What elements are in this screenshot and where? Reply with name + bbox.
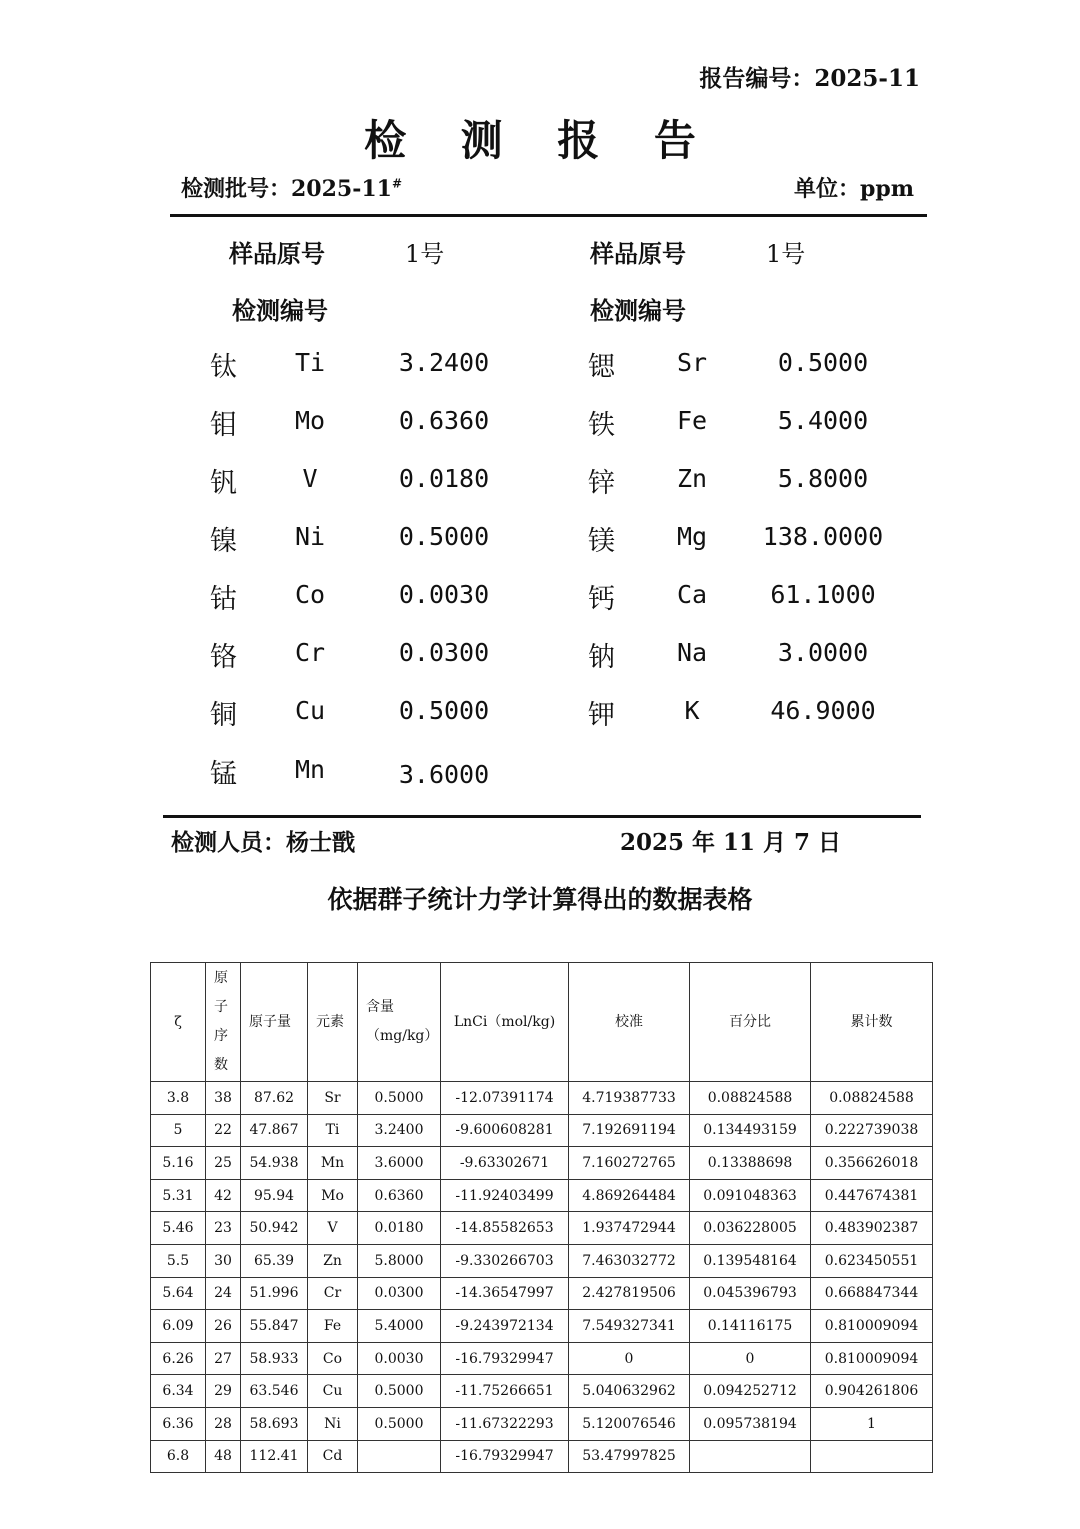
element-name-left: 钛	[210, 352, 237, 383]
table-cell-content: 0.6360	[358, 1179, 441, 1212]
table-cell-element: Co	[308, 1342, 358, 1375]
table-cell-percentage: 0.134493159	[690, 1114, 811, 1147]
element-name-left: 铜	[210, 700, 237, 731]
table-row	[151, 1244, 933, 1277]
table-row	[151, 1342, 933, 1375]
element-name-right: 铁	[588, 410, 615, 441]
table-cell-content: 5.8000	[358, 1244, 441, 1277]
table-cell-atomic-number: 26	[206, 1310, 241, 1343]
unit-label: 单位：ppm	[793, 176, 914, 202]
table-cell-content: 0.0300	[358, 1277, 441, 1310]
element-value-right: 138.0000	[762, 522, 884, 551]
table-cell-calibration: 7.463032772	[569, 1244, 690, 1277]
element-symbol-left: V	[302, 464, 318, 493]
element-name-left: 钼	[210, 410, 237, 441]
table-cell-content	[358, 1440, 441, 1473]
table-cell-cumulative: 0.668847344	[811, 1277, 933, 1310]
table-row	[151, 1114, 933, 1147]
table-cell-atomic-weight: 55.847	[241, 1310, 308, 1343]
table-row	[151, 1407, 933, 1440]
table-cell-percentage	[690, 1440, 811, 1473]
table-cell-atomic-weight: 63.546	[241, 1375, 308, 1408]
table-cell-element: Ti	[308, 1114, 358, 1147]
table-cell-calibration: 0	[569, 1342, 690, 1375]
table-cell-zeta: 5.31	[151, 1179, 206, 1212]
header-element: 元素	[308, 963, 358, 1082]
table-cell-element: Cr	[308, 1277, 358, 1310]
table-cell-cumulative	[811, 1440, 933, 1473]
table-cell-calibration: 7.549327341	[569, 1310, 690, 1343]
table-cell-calibration: 2.427819506	[569, 1277, 690, 1310]
table-cell-atomic-weight: 50.942	[241, 1212, 308, 1245]
table-cell-zeta: 5.64	[151, 1277, 206, 1310]
table-cell-calibration: 53.47997825	[569, 1440, 690, 1473]
table-cell-lnci: -9.600608281	[441, 1114, 569, 1147]
table-cell-content: 0.5000	[358, 1375, 441, 1408]
table-cell-calibration: 1.937472944	[569, 1212, 690, 1245]
table-cell-percentage: 0.08824588	[690, 1082, 811, 1115]
element-name-right: 锶	[588, 352, 615, 383]
table-cell-atomic-number: 38	[206, 1082, 241, 1115]
table-cell-calibration: 4.869264484	[569, 1179, 690, 1212]
table-row	[151, 1212, 933, 1245]
table-cell-atomic-weight: 112.41	[241, 1440, 308, 1473]
table-cell-atomic-number: 28	[206, 1407, 241, 1440]
element-symbol-right: Sr	[676, 348, 708, 377]
element-symbol-right: Zn	[676, 464, 708, 493]
table-cell-atomic-number: 42	[206, 1179, 241, 1212]
sample-label-right: 样品原号	[590, 239, 686, 268]
header-lnci: LnCi（mol/kg)	[441, 963, 569, 1082]
element-symbol-left: Co	[294, 580, 326, 609]
sample-label-left: 样品原号	[229, 239, 325, 268]
table-cell-percentage: 0.045396793	[690, 1277, 811, 1310]
table-row	[151, 1179, 933, 1212]
table-cell-percentage: 0.13388698	[690, 1147, 811, 1180]
table-cell-zeta: 6.8	[151, 1440, 206, 1473]
element-symbol-right: K	[684, 696, 700, 725]
table-cell-calibration: 7.160272765	[569, 1147, 690, 1180]
element-name-left: 锰	[210, 759, 237, 790]
element-name-right: 镁	[588, 526, 615, 557]
element-name-left: 钴	[210, 584, 237, 615]
table-row	[151, 1440, 933, 1473]
table-cell-atomic-weight: 54.938	[241, 1147, 308, 1180]
table-cell-atomic-number: 23	[206, 1212, 241, 1245]
table-cell-lnci: -14.85582653	[441, 1212, 569, 1245]
table-cell-element: Mo	[308, 1179, 358, 1212]
element-symbol-left: Mn	[294, 755, 326, 784]
table-cell-percentage: 0.139548164	[690, 1244, 811, 1277]
table-cell-percentage: 0.094252712	[690, 1375, 811, 1408]
table-cell-atomic-number: 25	[206, 1147, 241, 1180]
header-zeta: ζ	[151, 963, 206, 1082]
inspector: 检测人员：杨士戬	[171, 829, 355, 856]
table-cell-zeta: 5.5	[151, 1244, 206, 1277]
table-cell-element: Sr	[308, 1082, 358, 1115]
table-cell-atomic-number: 22	[206, 1114, 241, 1147]
element-value-left: 0.5000	[398, 696, 490, 725]
table-cell-percentage: 0.095738194	[690, 1407, 811, 1440]
table-cell-content: 0.0030	[358, 1342, 441, 1375]
table-cell-cumulative: 0.810009094	[811, 1310, 933, 1343]
header-percentage: 百分比	[690, 963, 811, 1082]
table-cell-lnci: -11.92403499	[441, 1179, 569, 1212]
element-name-right: 钠	[588, 642, 615, 673]
table-cell-atomic-weight: 87.62	[241, 1082, 308, 1115]
table-cell-atomic-weight: 58.693	[241, 1407, 308, 1440]
table-cell-cumulative: 0.904261806	[811, 1375, 933, 1408]
element-name-left: 铬	[210, 642, 237, 673]
sample-value-right: 1号	[766, 240, 806, 268]
table-cell-lnci: -9.330266703	[441, 1244, 569, 1277]
table-cell-zeta: 5.46	[151, 1212, 206, 1245]
table-cell-lnci: -11.67322293	[441, 1407, 569, 1440]
batch-number	[181, 172, 402, 203]
table-cell-percentage: 0	[690, 1342, 811, 1375]
table-cell-element: Zn	[308, 1244, 358, 1277]
code-label-right: 检测编号	[590, 296, 686, 325]
table-cell-calibration: 5.040632962	[569, 1375, 690, 1408]
table-cell-cumulative: 1	[811, 1407, 933, 1440]
table-cell-cumulative: 0.483902387	[811, 1212, 933, 1245]
element-value-right: 3.0000	[777, 638, 869, 667]
table-cell-content: 5.4000	[358, 1310, 441, 1343]
header-atomic-weight: 原子量	[241, 963, 308, 1082]
element-value-right: 5.8000	[777, 464, 869, 493]
header-cumulative: 累计数	[811, 963, 933, 1082]
element-symbol-right: Na	[676, 638, 708, 667]
table-row	[151, 1310, 933, 1343]
element-value-right: 0.5000	[777, 348, 869, 377]
element-value-left: 0.0180	[398, 464, 490, 493]
table-cell-lnci: -9.63302671	[441, 1147, 569, 1180]
table-cell-content: 0.5000	[358, 1407, 441, 1440]
header-content: 含量（mg/kg）	[358, 963, 441, 1082]
table-cell-element: Ni	[308, 1407, 358, 1440]
element-symbol-right: Fe	[676, 406, 708, 435]
bottom-rule	[163, 815, 921, 818]
table-cell-calibration: 4.719387733	[569, 1082, 690, 1115]
table-cell-cumulative: 0.810009094	[811, 1342, 933, 1375]
report-number: 报告编号：2025-11	[699, 65, 920, 92]
table-cell-zeta: 5.16	[151, 1147, 206, 1180]
table-cell-content: 0.0180	[358, 1212, 441, 1245]
top-rule	[170, 214, 927, 217]
element-name-left: 镍	[210, 526, 237, 557]
table-cell-element: V	[308, 1212, 358, 1245]
element-value-right: 61.1000	[770, 580, 876, 609]
table-cell-lnci: -11.75266651	[441, 1375, 569, 1408]
element-name-left: 钒	[210, 468, 237, 499]
table-body	[151, 1082, 933, 1473]
table-row	[151, 1277, 933, 1310]
table-cell-zeta: 6.36	[151, 1407, 206, 1440]
table-cell-content: 3.2400	[358, 1114, 441, 1147]
element-value-left: 3.6000	[398, 760, 490, 789]
table-cell-element: Cd	[308, 1440, 358, 1473]
table-row	[151, 1147, 933, 1180]
table-cell-lnci: -9.243972134	[441, 1310, 569, 1343]
element-name-right: 钙	[588, 584, 615, 615]
element-value-left: 0.6360	[398, 406, 490, 435]
element-value-left: 0.5000	[398, 522, 490, 551]
table-cell-atomic-weight: 51.996	[241, 1277, 308, 1310]
batch-label: 检测批号：2025-11	[181, 176, 392, 202]
table-cell-lnci: -16.79329947	[441, 1342, 569, 1375]
table-cell-atomic-number: 30	[206, 1244, 241, 1277]
table-cell-zeta: 3.8	[151, 1082, 206, 1115]
element-value-left: 3.2400	[398, 348, 490, 377]
table-row	[151, 1375, 933, 1408]
element-value-right: 46.9000	[770, 696, 876, 725]
table-cell-atomic-weight: 47.867	[241, 1114, 308, 1147]
table-cell-percentage: 0.14116175	[690, 1310, 811, 1343]
table-cell-atomic-number: 27	[206, 1342, 241, 1375]
table-cell-lnci: -12.07391174	[441, 1082, 569, 1115]
element-symbol-left: Cr	[294, 638, 326, 667]
element-name-right: 钾	[588, 700, 615, 731]
table-cell-percentage: 0.091048363	[690, 1179, 811, 1212]
header-atomic-number: 原子序数	[206, 963, 241, 1082]
table-cell-element: Cu	[308, 1375, 358, 1408]
table-cell-atomic-weight: 95.94	[241, 1179, 308, 1212]
table-cell-atomic-number: 29	[206, 1375, 241, 1408]
table-cell-atomic-weight: 58.933	[241, 1342, 308, 1375]
table-cell-lnci: -16.79329947	[441, 1440, 569, 1473]
table-cell-element: Fe	[308, 1310, 358, 1343]
table-cell-zeta: 6.09	[151, 1310, 206, 1343]
table-cell-content: 0.5000	[358, 1082, 441, 1115]
element-symbol-right: Mg	[676, 522, 708, 551]
table-cell-calibration: 5.120076546	[569, 1407, 690, 1440]
element-name-right: 锌	[588, 468, 615, 499]
table-cell-cumulative: 0.447674381	[811, 1179, 933, 1212]
table-cell-cumulative: 0.356626018	[811, 1147, 933, 1180]
sample-value-left: 1号	[405, 240, 445, 268]
element-symbol-left: Ni	[294, 522, 326, 551]
table-cell-content: 3.6000	[358, 1147, 441, 1180]
table-cell-cumulative: 0.08824588	[811, 1082, 933, 1115]
report-title: 检 测 报 告	[364, 116, 716, 165]
table-cell-calibration: 7.192691194	[569, 1114, 690, 1147]
table-cell-lnci: -14.36547997	[441, 1277, 569, 1310]
table-cell-atomic-number: 48	[206, 1440, 241, 1473]
report-date: 2025 年 11 月 7 日	[620, 829, 842, 856]
batch-sup: #	[391, 176, 403, 191]
table-cell-percentage: 0.036228005	[690, 1212, 811, 1245]
element-symbol-left: Mo	[294, 406, 326, 435]
table-cell-atomic-weight: 65.39	[241, 1244, 308, 1277]
element-value-left: 0.0300	[398, 638, 490, 667]
element-value-right: 5.4000	[777, 406, 869, 435]
data-table	[150, 962, 933, 1473]
header-calibration: 校准	[569, 963, 690, 1082]
element-symbol-left: Cu	[294, 696, 326, 725]
table-row	[151, 1082, 933, 1115]
element-symbol-right: Ca	[676, 580, 708, 609]
element-symbol-left: Ti	[294, 348, 326, 377]
table-title: 依据群子统计力学计算得出的数据表格	[327, 885, 753, 914]
code-label-left: 检测编号	[232, 296, 328, 325]
element-value-left: 0.0030	[398, 580, 490, 609]
table-cell-atomic-number: 24	[206, 1277, 241, 1310]
table-cell-cumulative: 0.222739038	[811, 1114, 933, 1147]
table-cell-zeta: 5	[151, 1114, 206, 1147]
table-cell-element: Mn	[308, 1147, 358, 1180]
table-cell-zeta: 6.26	[151, 1342, 206, 1375]
table-cell-zeta: 6.34	[151, 1375, 206, 1408]
table-header-row	[151, 963, 933, 1082]
table-cell-cumulative: 0.623450551	[811, 1244, 933, 1277]
